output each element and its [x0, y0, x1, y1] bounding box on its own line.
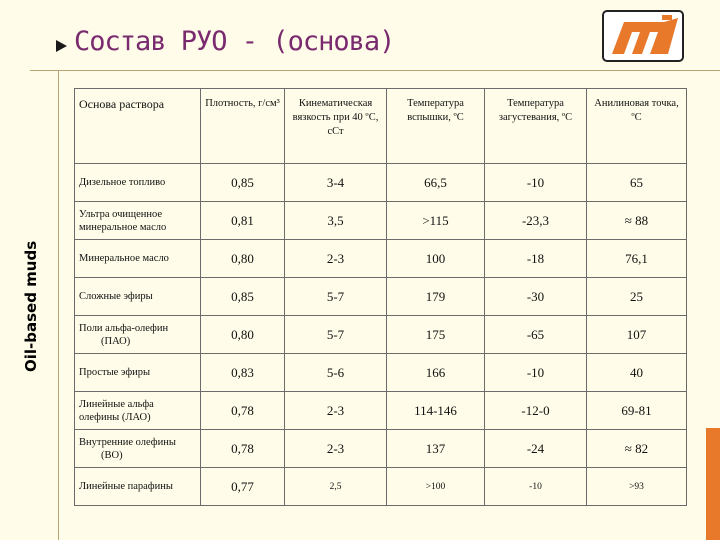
header-rule — [30, 70, 720, 71]
mi-logo — [602, 10, 684, 62]
header-viscosity: Кинематическая вязкость при 40 ºС, сСт — [285, 89, 387, 164]
cell-aniline: 40 — [587, 354, 687, 392]
cell-pour: -65 — [485, 316, 587, 354]
cell-pour: -18 — [485, 240, 587, 278]
cell-viscosity: 2,5 — [285, 468, 387, 506]
table-row — [75, 278, 687, 316]
cell-density: 0,85 — [201, 164, 285, 202]
cell-aniline: ≈ 82 — [587, 430, 687, 468]
cell-pour: -10 — [485, 164, 587, 202]
cell-flash: 66,5 — [387, 164, 485, 202]
cell-flash: 137 — [387, 430, 485, 468]
base-name-line1: Ультра очищенное — [79, 208, 163, 220]
base-name-line2: (ВО) — [101, 449, 123, 461]
cell-viscosity: 3,5 — [285, 202, 387, 240]
table-header-row — [75, 89, 687, 164]
cell-viscosity: 2-3 — [285, 430, 387, 468]
cell-flash: >115 — [387, 202, 485, 240]
base-name-line1: Сложные эфиры — [79, 291, 153, 302]
cell-density: 0,85 — [201, 278, 285, 316]
table-row — [75, 430, 687, 468]
table-row — [75, 392, 687, 430]
base-name-line2: (ПАО) — [101, 335, 131, 347]
cell-base-name — [75, 202, 201, 240]
slide-title: Состав РУО - (основа) — [74, 26, 395, 57]
cell-flash: 166 — [387, 354, 485, 392]
base-name-line1: Минеральное масло — [79, 253, 169, 264]
table-row — [75, 316, 687, 354]
cell-pour: -12-0 — [485, 392, 587, 430]
base-name-line1: Линейные альфа — [79, 398, 154, 410]
cell-flash: 114-146 — [387, 392, 485, 430]
table-row — [75, 468, 687, 506]
table-row — [75, 164, 687, 202]
cell-viscosity: 5-7 — [285, 316, 387, 354]
cell-pour: -23,3 — [485, 202, 587, 240]
cell-pour: -10 — [485, 468, 587, 506]
side-rule — [58, 70, 59, 540]
cell-pour: -30 — [485, 278, 587, 316]
cell-viscosity: 3-4 — [285, 164, 387, 202]
header-flash-point: Температура вспышки, ºС — [387, 89, 485, 164]
table-row — [75, 354, 687, 392]
cell-density: 0,77 — [201, 468, 285, 506]
cell-flash: >100 — [387, 468, 485, 506]
cell-density: 0,80 — [201, 240, 285, 278]
cell-base-name — [75, 316, 201, 354]
base-name-line2: олефины (ЛАО) — [79, 411, 151, 423]
header-aniline-point: Анилиновая точка, ºС — [587, 89, 687, 164]
cell-base-name — [75, 240, 201, 278]
base-name-line2: минеральное масло — [79, 221, 167, 233]
table-row — [75, 202, 687, 240]
cell-aniline: ≈ 88 — [587, 202, 687, 240]
cell-density: 0,80 — [201, 316, 285, 354]
cell-pour: -10 — [485, 354, 587, 392]
cell-aniline: 69-81 — [587, 392, 687, 430]
cell-base-name — [75, 468, 201, 506]
cell-density: 0,81 — [201, 202, 285, 240]
base-name-line1: Внутренние олефины — [79, 436, 176, 448]
cell-aniline: 107 — [587, 316, 687, 354]
cell-density: 0,78 — [201, 430, 285, 468]
cell-flash: 179 — [387, 278, 485, 316]
accent-bar — [706, 428, 720, 540]
cell-base-name — [75, 164, 201, 202]
cell-density: 0,83 — [201, 354, 285, 392]
side-title: Oil-based muds — [22, 240, 40, 372]
cell-aniline: >93 — [587, 468, 687, 506]
cell-base-name — [75, 430, 201, 468]
base-name-line1: Дизельное топливо — [79, 177, 166, 188]
header-base: Основа раствора — [75, 89, 201, 164]
cell-base-name — [75, 278, 201, 316]
cell-density: 0,78 — [201, 392, 285, 430]
cell-aniline: 65 — [587, 164, 687, 202]
base-name-line1: Простые эфиры — [79, 367, 151, 378]
cell-viscosity: 2-3 — [285, 392, 387, 430]
cell-base-name — [75, 354, 201, 392]
cell-flash: 175 — [387, 316, 485, 354]
cell-viscosity: 2-3 — [285, 240, 387, 278]
cell-aniline: 25 — [587, 278, 687, 316]
cell-base-name — [75, 392, 201, 430]
cell-viscosity: 5-7 — [285, 278, 387, 316]
header-pour-point: Температура загустевания, ºС — [485, 89, 587, 164]
header-density: Плотность, г/см³ — [201, 89, 285, 164]
base-name-line1: Линейные парафины — [79, 481, 173, 492]
base-fluid-table — [74, 88, 687, 506]
bullet-arrow-icon — [56, 40, 67, 52]
table-row — [75, 240, 687, 278]
cell-viscosity: 5-6 — [285, 354, 387, 392]
cell-pour: -24 — [485, 430, 587, 468]
cell-aniline: 76,1 — [587, 240, 687, 278]
base-name-line1: Поли альфа-олефин — [79, 322, 169, 334]
cell-flash: 100 — [387, 240, 485, 278]
